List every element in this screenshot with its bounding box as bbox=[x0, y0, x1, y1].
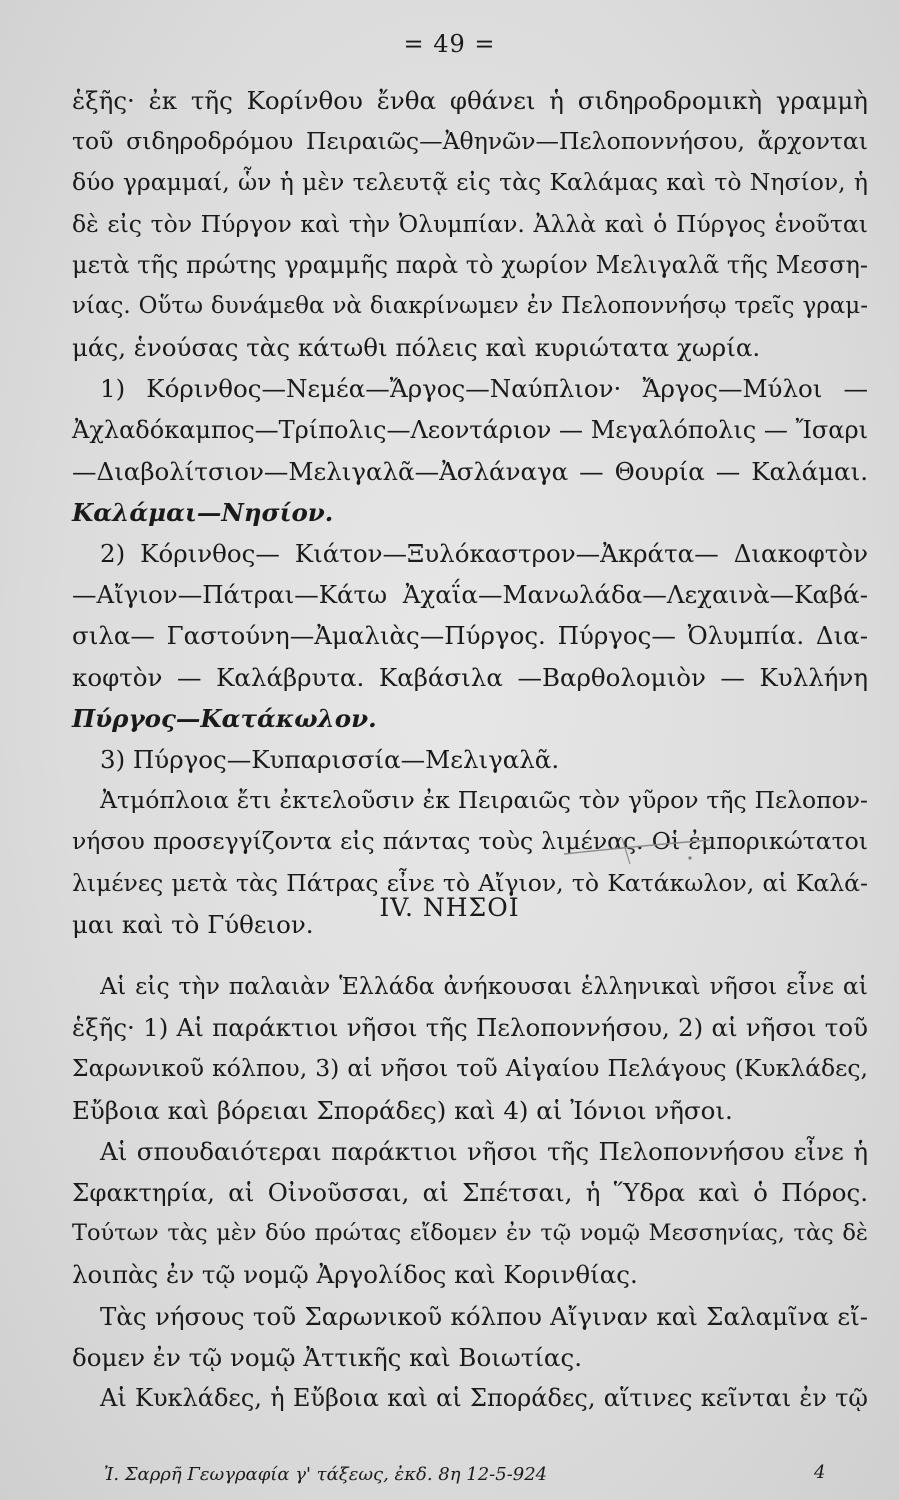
pencil-mark bbox=[560, 830, 720, 870]
text-line: τοῦ σιδηροδρόμου Πειραιῶς—Ἀθηνῶν—Πελοποννήσου, ἄρχονται bbox=[72, 127, 868, 156]
text-line: δύο γραμμαί, ὧν ἡ μὲν τελευτᾷ εἰς τὰς Καλάμας καὶ τὸ Νησίον, ἡ bbox=[72, 168, 868, 197]
route-line: 2) Κόρινθος— Κιάτον—Ξυλόκαστρον—Ἀκράτα— Διακοφτὸν bbox=[100, 539, 868, 569]
route-line: —Αἴγιον—Πάτραι—Κάτω Ἀχαΐα—Μανωλάδα—Λεχαινὰ—Καβά- bbox=[72, 580, 868, 610]
text-line: Τὰς νήσους τοῦ Σαρωνικοῦ κόλπου Αἴγιναν καὶ Σαλαμῖνα εἴ- bbox=[100, 1301, 868, 1331]
route-line: Καλάμαι—Νησίον. bbox=[72, 497, 334, 527]
text-line: λιμένες μετὰ τὰς Πάτρας εἶνε τὸ Αἴγιον, τὸ Κατάκωλον, αἱ Καλά- bbox=[72, 868, 868, 897]
page-number: = 49 = bbox=[403, 30, 496, 58]
route-line: σιλα— Γαστούνη—Ἀμαλιὰς—Πύργος. Πύργος— Ὀλυμπία. Δια- bbox=[72, 621, 868, 651]
text-line: μετὰ τῆς πρώτης γραμμῆς παρὰ τὸ χωρίον Μελιγαλᾶ τῆς Μεσση- bbox=[72, 250, 868, 279]
text-line: ἑξῆς· 1) Αἱ παράκτιοι νῆσοι τῆς Πελοποννήσου, 2) αἱ νῆσοι τοῦ bbox=[72, 1013, 868, 1043]
text-line: Τούτων τὰς μὲν δύο πρώτας εἴδομεν ἐν τῷ νομῷ Μεσσηνίας, τὰς δὲ bbox=[72, 1220, 868, 1247]
route-line: —Διαβολίτσιον—Μελιγαλᾶ—Ἀσλάναγα — Θουρία — Καλάμαι. bbox=[72, 456, 868, 486]
text-line: Αἱ σπουδαιότεραι παράκτιοι νῆσοι τῆς Πελοποννήσου εἶνε ἡ bbox=[100, 1136, 868, 1166]
text-line: μαι καὶ τὸ Γύθειον. bbox=[72, 909, 314, 939]
footer-signature-line: Ἰ. Σαρρῆ Γεωγραφία γ' τάξεως, ἐκδ. 8η 12-5-924 bbox=[104, 1464, 548, 1485]
section-railways-text bbox=[72, 80, 868, 945]
text-line: νήσου προσεγγίζοντα εἰς πάντας τοὺς λιμένας. Οἱ ἐμπορικώτατοι bbox=[72, 827, 868, 856]
route-line: 1) Κόρινθος—Νεμέα—Ἄργος—Ναύπλιον· Ἄργος—Μύλοι — bbox=[100, 374, 868, 404]
text-line: Σαρωνικοῦ κόλπου, 3) αἱ νῆσοι τοῦ Αἰγαίου Πελάγους (Κυκλάδες, bbox=[72, 1054, 868, 1083]
text-line: δομεν ἐν τῷ νομῷ Ἀττικῆς καὶ Βοιωτίας. bbox=[72, 1342, 582, 1372]
route-line: Πύργος—Κατάκωλον. bbox=[72, 703, 377, 733]
footer-sheet-number: 4 bbox=[814, 1462, 826, 1483]
section-islands-text bbox=[72, 966, 868, 1419]
route-line: 3) Πύργος—Κυπαρισσία—Μελιγαλᾶ. bbox=[100, 745, 560, 774]
text-line: Αἱ Κυκλάδες, ἡ Εὔβοια καὶ αἱ Σποράδες, αἵτινες κεῖνται ἐν τῷ bbox=[100, 1383, 868, 1412]
section-heading: IV. ΝΗΣΟΙ bbox=[379, 893, 520, 922]
text-line: Ἀτμόπλοια ἔτι ἐκτελοῦσιν ἐκ Πειραιῶς τὸν γῦρον τῆς Πελοπον- bbox=[100, 786, 868, 815]
text-line: Αἱ εἰς τὴν παλαιὰν Ἑλλάδα ἀνήκουσαι ἑλληνικαὶ νῆσοι εἶνε αἱ bbox=[100, 972, 868, 1000]
route-line: Ἀχλαδόκαμπος—Τρίπολις—Λεοντάριον — Μεγαλόπολις — Ἴσαρι bbox=[72, 415, 868, 444]
text-line: ἑξῆς· ἐκ τῆς Κορίνθου ἔνθα φθάνει ἡ σιδηροδρομικὴ γραμμὴ bbox=[72, 86, 868, 115]
text-line: Εὔβοια καὶ βόρειαι Σποράδες) καὶ 4) αἱ Ἰόνιοι νῆσοι. bbox=[72, 1095, 733, 1125]
text-line: μάς, ἑνούσας τὰς κάτωθι πόλεις καὶ κυριώτατα χωρία. bbox=[72, 333, 761, 363]
text-line: δὲ εἰς τὸν Πύργον καὶ τὴν Ὀλυμπίαν. Ἀλλὰ καὶ ὁ Πύργος ἑνοῦται bbox=[72, 209, 868, 238]
text-line: νίας. Οὕτω δυνάμεθα νὰ διακρίνωμεν ἐν Πελοποννήσῳ τρεῖς γραμ- bbox=[72, 292, 868, 319]
text-line: Σφακτηρία, αἱ Οἰνοῦσσαι, αἱ Σπέτσαι, ἡ Ὕδρα καὶ ὁ Πόρος. bbox=[72, 1177, 868, 1207]
text-line: λοιπὰς ἐν τῷ νομῷ Ἀργολίδος καὶ Κορινθίας. bbox=[72, 1260, 638, 1290]
route-line: κοφτὸν — Καλάβρυτα. Καβάσιλα —Βαρθολομιὸν — Κυλλήνη bbox=[72, 662, 868, 692]
